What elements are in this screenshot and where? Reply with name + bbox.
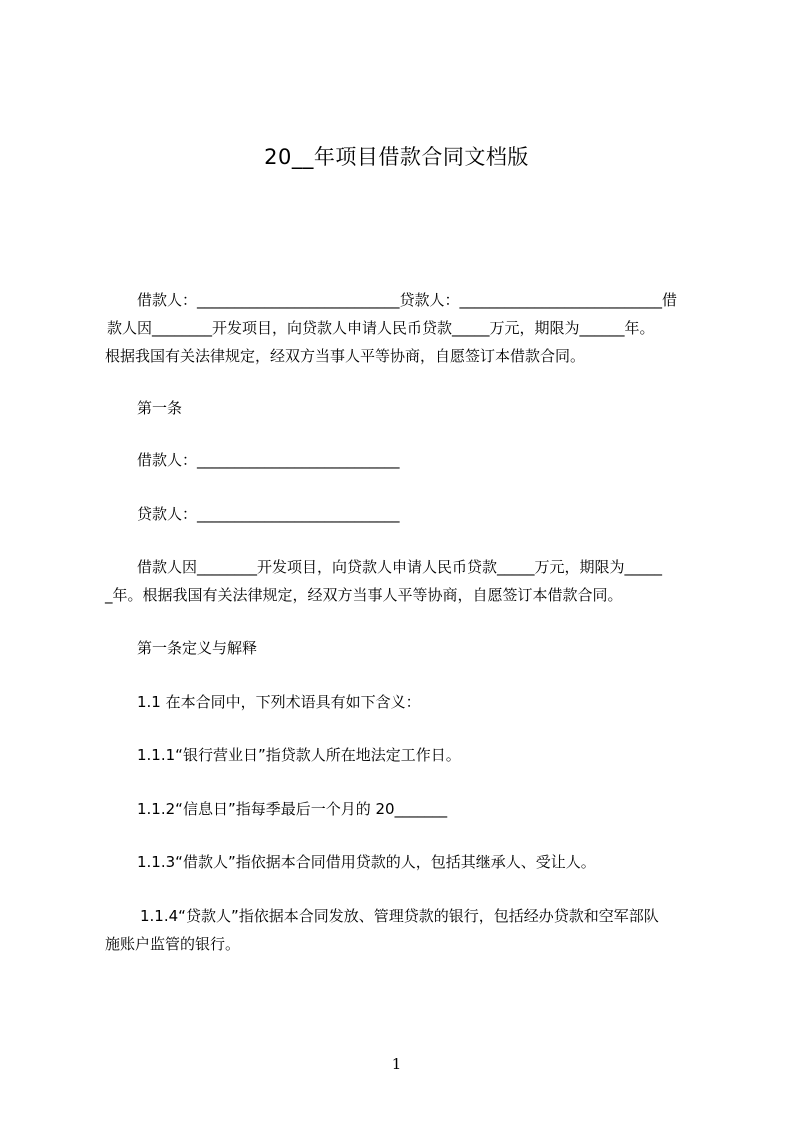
clause-1-1-4-line-1: 1.1.4“贷款人”指依据本合同发放、管理贷款的银行，包括经办贷款和空军部队 xyxy=(140,907,659,925)
clause-1-1: 1.1 在本合同中，下列术语具有如下含义： xyxy=(137,693,421,711)
clause-1-1-1: 1.1.1“银行营业日”指贷款人所在地法定工作日。 xyxy=(137,746,461,764)
repeat-line-1: 借款人因________开发项目，向贷款人申请人民币贷款_____万元，期限为_____ xyxy=(137,558,663,576)
clause-1-1-4-line-2: 施账户监管的银行。 xyxy=(105,935,241,953)
intro-line-2: 款人因________开发项目，向贷款人申请人民币贷款_____万元，期限为______年。 xyxy=(107,319,655,337)
clause-1-1-3: 1.1.3“借款人”指依据本合同借用贷款的人，包括其继承人、受让人。 xyxy=(137,853,596,871)
article-heading: 第一条 xyxy=(137,399,183,417)
intro-line-3: 根据我国有关法律规定，经双方当事人平等协商，自愿签订本借款合同。 xyxy=(105,347,586,365)
clause-1-1-2: 1.1.2“信息日”指每季最后一个月的 20_______ xyxy=(137,800,448,818)
lender-line: 贷款人：___________________________ xyxy=(137,505,400,523)
definitions-heading: 第一条定义与解释 xyxy=(137,639,258,657)
intro-line-1: 借款人：___________________________贷款人：___________________________借 xyxy=(137,291,678,309)
borrower-line: 借款人：___________________________ xyxy=(137,451,400,469)
document-title: 20__年项目借款合同文档版 xyxy=(264,145,529,169)
repeat-line-2: _年。根据我国有关法律规定，经双方当事人平等协商，自愿签订本借款合同。 xyxy=(105,586,623,604)
page-number: 1 xyxy=(391,1055,402,1073)
